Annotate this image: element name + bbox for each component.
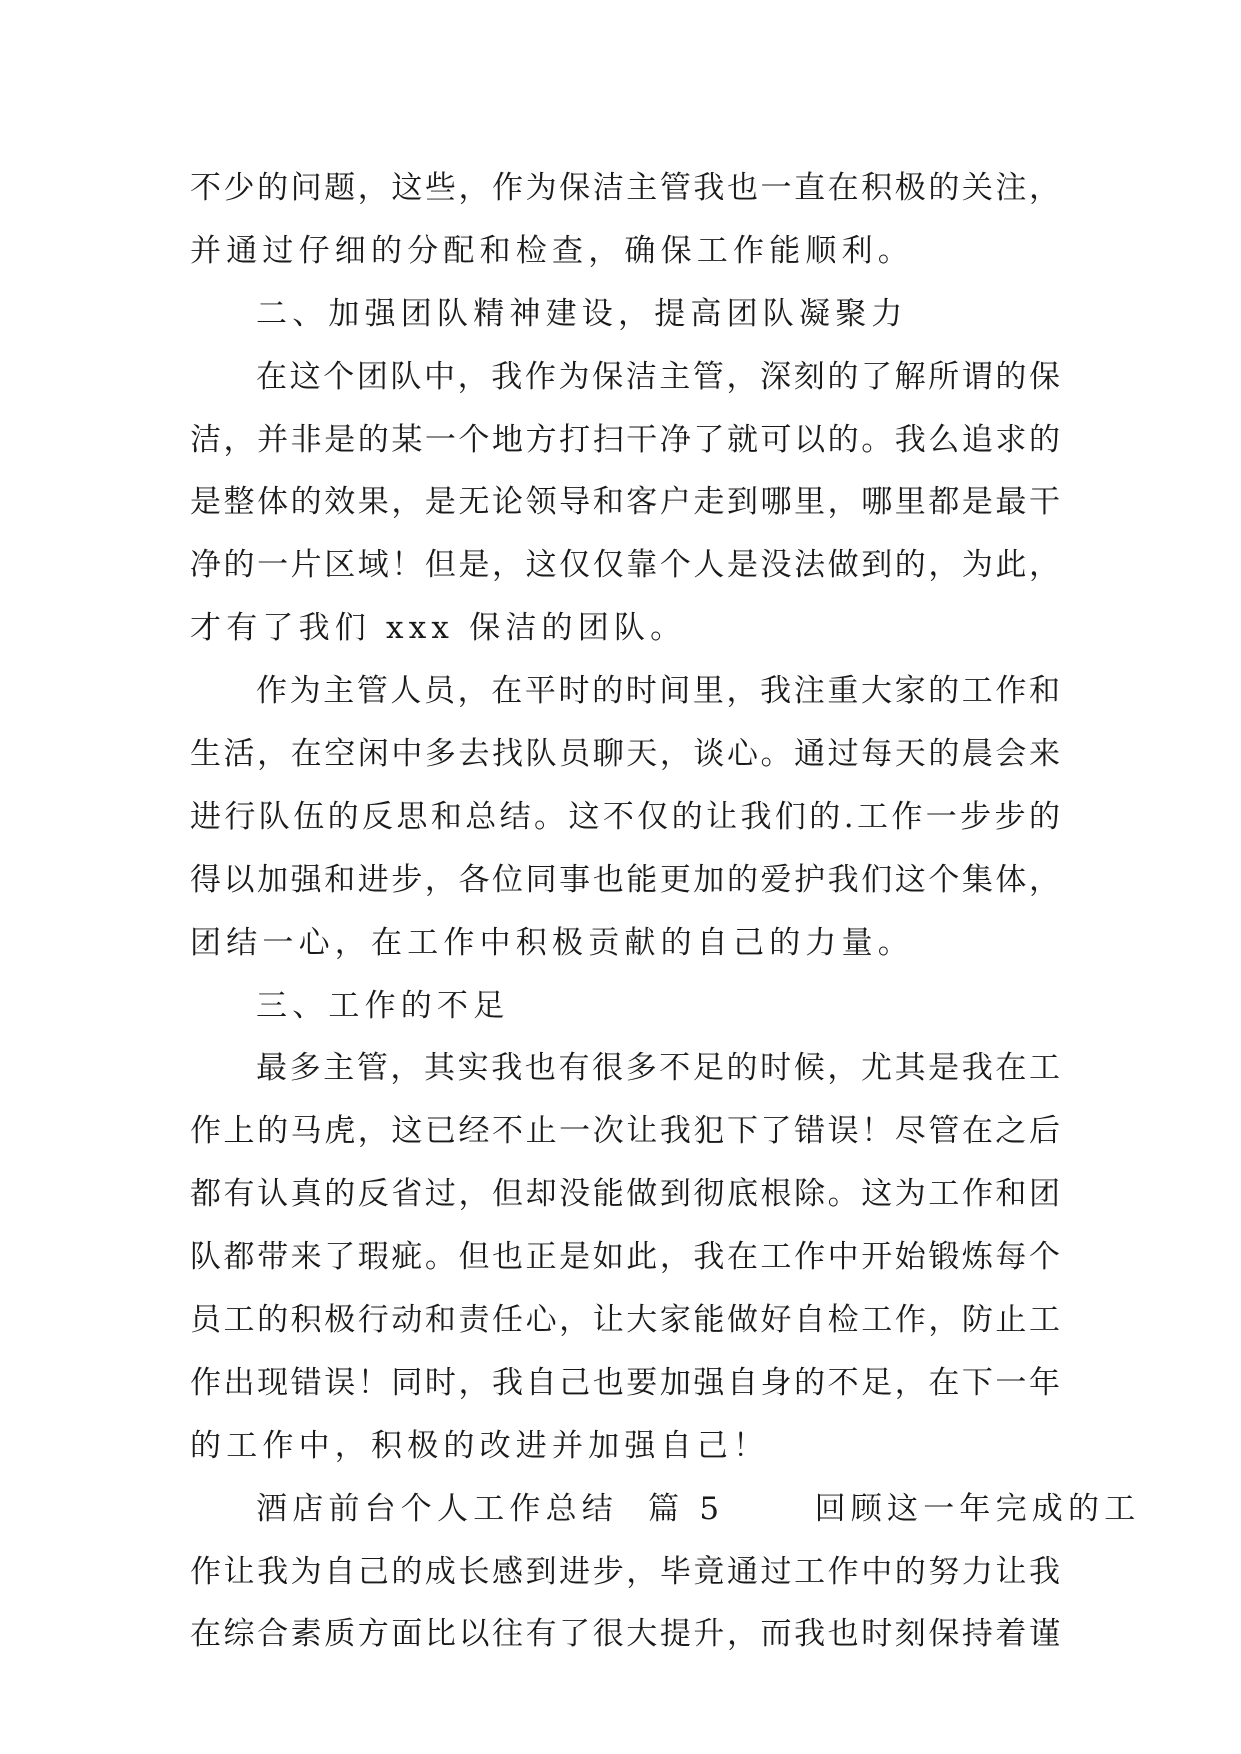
- text-line: 净的一片区域！但是，这仅仅靠个人是没法做到的，为此，: [190, 547, 1060, 584]
- text-line: 并通过仔细的分配和检查，确保工作能顺利。: [190, 232, 914, 269]
- text-line: 最多主管，其实我也有很多不足的时候，尤其是我在工: [256, 1050, 1060, 1087]
- text-line: 的工作中，积极的改进并加强自己！: [190, 1427, 770, 1464]
- article-title-line: 酒店前台个人工作总结 篇 5 回顾这一年完成的工: [256, 1490, 1141, 1527]
- text-line: 作让我为自己的成长感到进步，毕竟通过工作中的努力让我: [190, 1553, 1060, 1590]
- text-line: 生活，在空闲中多去找队员聊天，谈心。通过每天的晨会来: [190, 736, 1060, 773]
- text-line: 进行队伍的反思和总结。这不仅的让我们的.工作一步步的: [190, 798, 1060, 835]
- text-line: 都有认真的反省过，但却没能做到彻底根除。这为工作和团: [190, 1176, 1060, 1213]
- text-line: 得以加强和进步，各位同事也能更加的爱护我们这个集体，: [190, 861, 1060, 898]
- section-heading: 二、加强团队精神建设，提高团队凝聚力: [256, 295, 908, 332]
- text-line: 不少的问题，这些，作为保洁主管我也一直在积极的关注，: [190, 170, 1060, 206]
- text-line: 作出现错误！同时，我自己也要加强自身的不足，在下一年: [190, 1364, 1060, 1401]
- text-line: 洁，并非是的某一个地方打扫干净了就可以的。我么追求的: [190, 421, 1060, 458]
- text-line: 员工的积极行动和责任心，让大家能做好自检工作，防止工: [190, 1302, 1060, 1339]
- text-line: 作为主管人员，在平时的时间里，我注重大家的工作和: [256, 673, 1060, 710]
- text-line: 队都带来了瑕疵。但也正是如此，我在工作中开始锻炼每个: [190, 1239, 1060, 1276]
- text-line: 在这个团队中，我作为保洁主管，深刻的了解所谓的保: [256, 358, 1060, 395]
- text-line: 是整体的效果，是无论领导和客户走到哪里，哪里都是最干: [190, 484, 1060, 521]
- section-heading: 三、工作的不足: [256, 987, 510, 1024]
- body-text: [190, 157, 1141, 1666]
- text-line: 作上的马虎，这已经不止一次让我犯下了错误！尽管在之后: [190, 1113, 1060, 1150]
- text-line: 团结一心，在工作中积极贡献的自己的力量。: [190, 924, 914, 961]
- text-line: 才有了我们 xxx 保洁的团队。: [190, 610, 687, 647]
- text-line: 在综合素质方面比以往有了很大提升，而我也时刻保持着谨: [190, 1616, 1060, 1653]
